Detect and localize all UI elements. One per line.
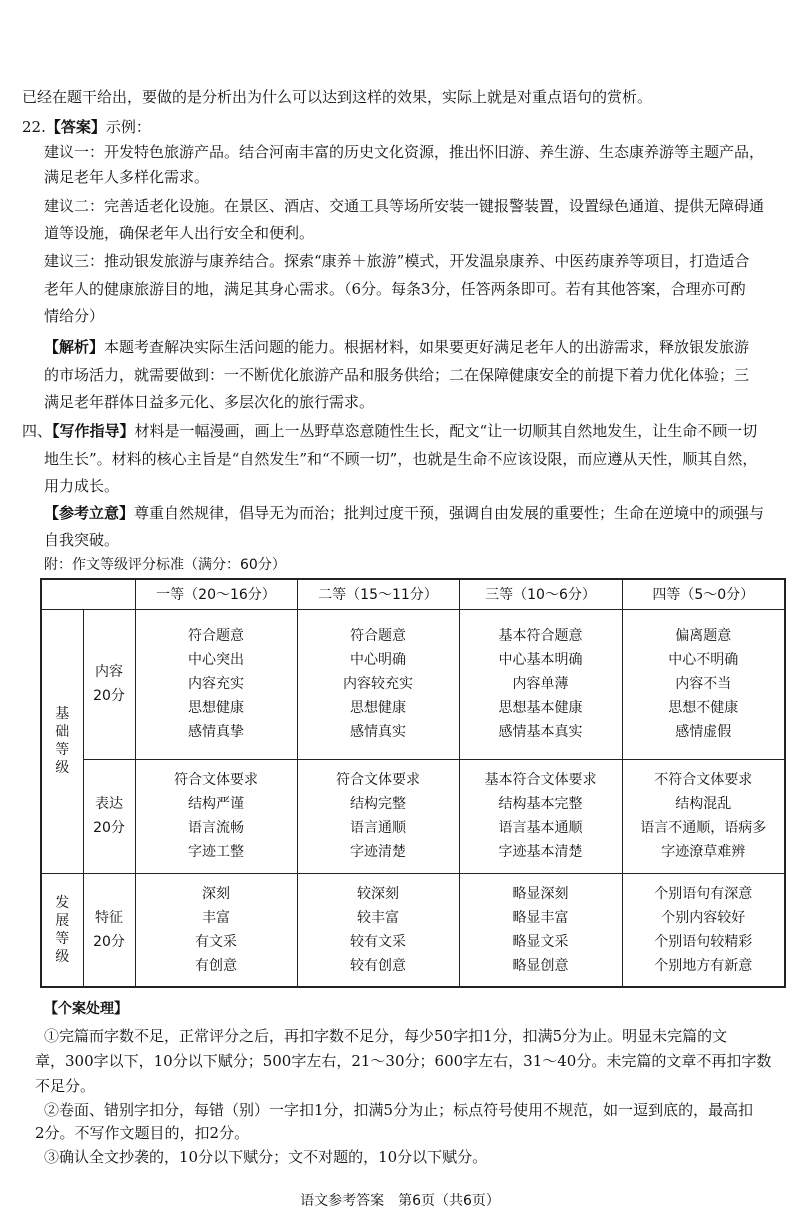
table-cell: 符合题意 中心突出 内容充实 思想健康 感情真挚 xyxy=(135,609,297,759)
idea-line1 xyxy=(44,502,764,523)
header-corner xyxy=(41,579,135,609)
table-cell: 略显深刻 略显丰富 略显文采 略显创意 xyxy=(459,873,622,987)
table-cell: 基本符合文体要求 结构基本完整 语言基本通顺 字迹基本清楚 xyxy=(459,759,622,873)
case1-line2: 章，300字以下，10分以下赋分；500字左右，21～30分；600字左右，31～40分。未完篇的文章不再扣字数 xyxy=(35,1052,772,1070)
row-label-feature: 特征 20分 xyxy=(83,873,135,987)
analysis-text-1: 本题考查解决实际生活问题的能力。根据材料，如果要更好满足老年人的出游需求，释放银发旅游 xyxy=(104,338,750,356)
table-cell: 个别语句有深意 个别内容较好 个别语句较精彩 个别地方有新意 xyxy=(622,873,785,987)
guide-line3: 用力成长。 xyxy=(44,477,120,495)
suggestion3-line3: 情给分） xyxy=(44,307,105,325)
suggestion1-line2: 满足老年人多样化需求。 xyxy=(44,168,210,186)
case1-line1: ①完篇而字数不足，正常评分之后，再扣字数不足分，每少50字扣1分，扣满5分为止。明显未完篇的文 xyxy=(44,1027,728,1045)
table-cell: 偏离题意 中心不明确 内容不当 思想不健康 感情虚假 xyxy=(622,609,785,759)
analysis-line3: 满足老年群体日益多元化、多层次化的旅行需求。 xyxy=(44,393,375,411)
guide-tag: 【写作指导】 xyxy=(52,422,135,440)
table-cell: 不符合文体要求 结构混乱 语言不通顺，语病多 字迹潦草难辨 xyxy=(622,759,785,873)
table-row-expression xyxy=(41,759,785,873)
case3-line1: ③确认全文抄袭的，10分以下赋分；文不对题的，10分以下赋分。 xyxy=(44,1148,488,1166)
idea-text-1: 尊重自然规律，倡导无为而治；批判过度干预，强调自由发展的重要性；生命在逆境中的顽强与 xyxy=(134,504,765,522)
analysis-line1 xyxy=(44,336,749,357)
table-row-feature xyxy=(41,873,785,987)
intro-line: 已经在题干给出，要做的是分析出为什么可以达到这样的效果，实际上就是对重点语句的赏析。 xyxy=(22,88,653,106)
example-label: 示例： xyxy=(105,118,151,136)
sec4-line1 xyxy=(22,420,757,441)
guide-line2: 地生长”。材料的核心主旨是“自然发生”和“不顾一切”，也就是生命不应该设限，而应遵从天性，顺其自然， xyxy=(44,450,758,468)
suggestion1-line1: 建议一：开发特色旅游产品。结合河南丰富的历史文化资源，推出怀旧游、养生游、生态康养游等主题产品， xyxy=(44,143,765,161)
suggestion3-line2: 老年人的健康旅游目的地，满足其身心需求。（6分。每条3分，任答两条即可。若有其他答案，合理亦可酌 xyxy=(44,280,746,298)
analysis-line2: 的市场活力，就需要做到：一不断优化旅游产品和服务供给；二在保障健康安全的前提下着力优化体验；三 xyxy=(44,366,750,384)
appendix-title: 附：作文等级评分标准（满分：60分） xyxy=(44,557,286,573)
table-row-content xyxy=(41,609,785,759)
table-cell: 深刻 丰富 有文采 有创意 xyxy=(135,873,297,987)
table-cell: 符合文体要求 结构严谨 语言流畅 字迹工整 xyxy=(135,759,297,873)
row-label-content: 内容 20分 xyxy=(83,609,135,759)
header-grade3: 三等（10～6分） xyxy=(459,579,622,609)
header-grade1: 一等（20～16分） xyxy=(135,579,297,609)
suggestion2-line1: 建议二：完善适老化设施。在景区、酒店、交通工具等场所安装一键报警装置，设置绿色通道、提供无障碍通 xyxy=(44,197,765,215)
case2-line1: ②卷面、错别字扣分，每错（别）一字扣1分，扣满5分为止；标点符号使用不规范，如一逗到底的，最高扣 xyxy=(44,1101,754,1119)
row-label-expression: 表达 20分 xyxy=(83,759,135,873)
sec4-number: 四、 xyxy=(22,422,53,440)
idea-tag: 【参考立意】 xyxy=(44,504,135,522)
idea-line2: 自我突破。 xyxy=(44,531,120,549)
group-development-label: 发 展 等 级 xyxy=(41,873,83,987)
case1-line3: 不足分。 xyxy=(35,1077,96,1095)
answer-tag: 【答案】 xyxy=(45,118,106,136)
header-grade2: 二等（15～11分） xyxy=(297,579,459,609)
q22-number: 22. xyxy=(22,118,46,136)
suggestion3-line1: 建议三：推动银发旅游与康养结合。探索“康养＋旅游”模式，开发温泉康养、中医药康养等项目，打造适合 xyxy=(44,252,750,270)
scoring-table xyxy=(40,578,786,988)
page-footer: 语文参考答案 第6页（共6页） xyxy=(300,1193,500,1209)
suggestion2-line2: 道等设施，确保老年人出行安全和便利。 xyxy=(44,224,315,242)
group-basic-label: 基 础 等 级 xyxy=(41,609,83,873)
table-cell: 符合题意 中心明确 内容较充实 思想健康 感情真实 xyxy=(297,609,459,759)
table-header-row xyxy=(41,579,785,609)
table-cell: 较深刻 较丰富 较有文采 较有创意 xyxy=(297,873,459,987)
guide-text-1: 材料是一幅漫画，画上一丛野草恣意随性生长，配文“让一切顺其自然地发生，让生命不顾一切 xyxy=(134,422,758,440)
q22-header xyxy=(22,116,151,137)
table-cell: 符合文体要求 结构完整 语言通顺 字迹清楚 xyxy=(297,759,459,873)
analysis-tag: 【解析】 xyxy=(44,338,105,356)
cases-tag: 【个案处理】 xyxy=(44,1001,128,1017)
case2-line2: 2分。不写作文题目的，扣2分。 xyxy=(35,1124,250,1142)
table-cell: 基本符合题意 中心基本明确 内容单薄 思想基本健康 感情基本真实 xyxy=(459,609,622,759)
header-grade4: 四等（5～0分） xyxy=(622,579,785,609)
